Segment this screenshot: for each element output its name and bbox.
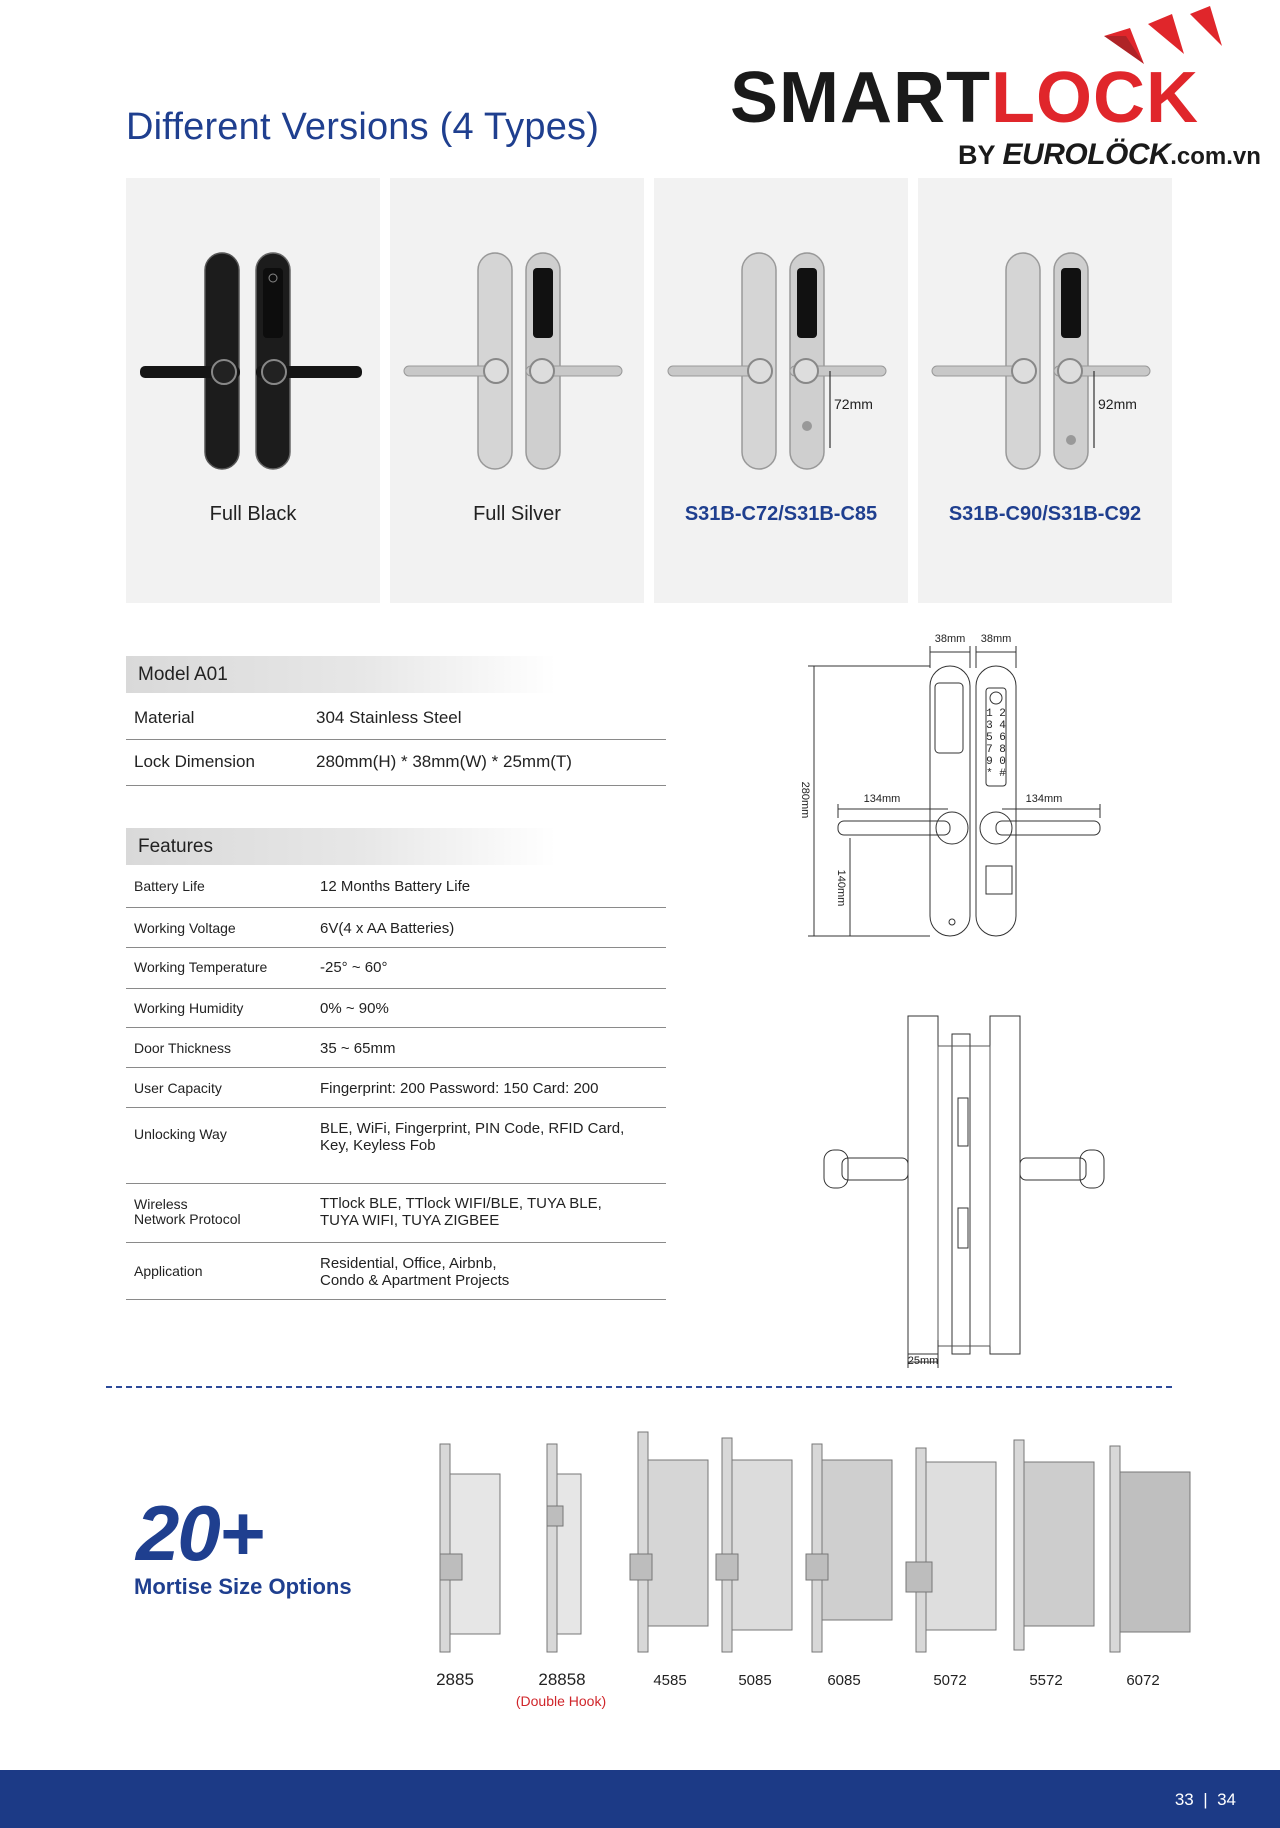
- version-label: S31B-C90/S31B-C92: [948, 503, 1142, 525]
- double-hook-note: (Double Hook): [515, 1693, 607, 1709]
- version-panel-full-black: [126, 178, 380, 603]
- logo-word-smart: SMART: [730, 58, 991, 138]
- row-key: Unlocking Way: [134, 1126, 227, 1142]
- dim-handle-left: 134mm: [863, 793, 901, 805]
- row-key-line1: Wireless: [134, 1196, 188, 1212]
- row-value: -25° ~ 60°: [320, 959, 388, 976]
- row-value-line1: BLE, WiFi, Fingerprint, PIN Code, RFID Card,: [320, 1120, 625, 1137]
- row-value: 12 Months Battery Life: [320, 878, 471, 895]
- keypad-row: 3 4: [986, 720, 1006, 732]
- table-row: [126, 1184, 666, 1243]
- version-label: Full Black: [209, 503, 297, 525]
- table-row: [126, 740, 666, 786]
- page-number: 33 | 34: [1174, 1790, 1236, 1809]
- version-label: S31B-C72/S31B-C85: [684, 503, 878, 525]
- dim-handle-right: 134mm: [1025, 793, 1063, 805]
- row-key: Material: [134, 708, 195, 727]
- row-value: 304 Stainless Steel: [316, 708, 462, 727]
- logo-by: BY: [958, 140, 996, 170]
- lock-c72-image: [654, 178, 908, 498]
- row-value-line1: Residential, Office, Airbnb,: [320, 1255, 497, 1272]
- lock-c90-image: [918, 178, 1172, 498]
- mortise-images: [420, 1430, 1180, 1660]
- page-left: 33: [1174, 1790, 1194, 1809]
- table-row: [126, 1068, 666, 1108]
- row-value-line2: TUYA WIFI, TUYA ZIGBEE: [320, 1212, 500, 1229]
- row-key: Application: [134, 1263, 203, 1279]
- row-key: Working Humidity: [134, 1000, 244, 1016]
- version-panel-c72: [654, 178, 908, 603]
- row-key: Working Voltage: [134, 920, 236, 936]
- version-panel-full-silver: [390, 178, 644, 603]
- lock-full-silver-image: [390, 178, 644, 498]
- keypad-row: 1 2: [986, 708, 1006, 720]
- row-value: Fingerprint: 200 Password: 150 Card: 200: [320, 1080, 599, 1097]
- mortise-code: 4585: [653, 1672, 687, 1689]
- mortise-code: 5085: [738, 1672, 772, 1689]
- row-value-line2: Condo & Apartment Projects: [320, 1272, 510, 1289]
- model-table-header: Model A01: [126, 656, 556, 693]
- row-value-line2: Key, Keyless Fob: [320, 1137, 436, 1154]
- mortise-code: 28858: [538, 1670, 586, 1689]
- footer-bar: [0, 1770, 1280, 1828]
- table-row: [126, 908, 666, 948]
- logo-domain: .com.vn: [1170, 143, 1261, 170]
- row-key: Battery Life: [134, 878, 205, 894]
- row-key: User Capacity: [134, 1080, 222, 1096]
- keypad-row: * #: [986, 768, 1006, 780]
- mortise-count: 20+: [136, 1489, 263, 1577]
- dim-thickness: 25mm: [907, 1355, 939, 1367]
- row-value: 6V(4 x AA Batteries): [320, 920, 455, 937]
- table-row: [126, 1243, 666, 1300]
- row-key-line2: Network Protocol: [134, 1211, 241, 1227]
- row-key: Door Thickness: [134, 1040, 232, 1056]
- table-row: [126, 1108, 666, 1184]
- logo-brand: EUROLÖCK: [1002, 138, 1171, 171]
- keypad-row: 5 6: [986, 732, 1006, 744]
- mortise-label: Mortise Size Options: [134, 1574, 352, 1599]
- lock-full-black-image: [126, 178, 380, 498]
- keypad-row: 9 0: [986, 756, 1006, 768]
- row-value: 0% ~ 90%: [320, 1000, 389, 1017]
- table-row: [126, 866, 666, 908]
- mortise-code: 2885: [436, 1670, 474, 1689]
- dim-height: 280mm: [799, 781, 811, 819]
- mortise-code: 5072: [933, 1672, 967, 1689]
- logo-wordmark: [730, 58, 1199, 138]
- dim-handle-height: 140mm: [835, 869, 847, 907]
- mortise-code: 6072: [1126, 1672, 1160, 1689]
- table-row: [126, 948, 666, 989]
- table-row: [126, 1028, 666, 1068]
- row-key: Lock Dimension: [134, 752, 255, 771]
- dashed-separator: [106, 1386, 1172, 1388]
- page-title: Different Versions (4 Types): [126, 106, 600, 148]
- mortise-code: 6085: [827, 1672, 861, 1689]
- features-table-header: Features: [126, 828, 556, 865]
- row-value-line1: TTlock BLE, TTlock WIFI/BLE, TUYA BLE,: [320, 1195, 602, 1212]
- table-row: [126, 696, 666, 740]
- dimension-label: 72mm: [834, 396, 873, 412]
- technical-drawing-image: [780, 628, 1140, 1367]
- mortise-code: 5572: [1029, 1672, 1063, 1689]
- dimension-label: 92mm: [1098, 396, 1137, 412]
- keypad-row: 7 8: [986, 744, 1006, 756]
- dim-width-right: 38mm: [980, 633, 1012, 645]
- row-value: 280mm(H) * 38mm(W) * 25mm(T): [316, 752, 572, 771]
- table-row: [126, 989, 666, 1028]
- version-label: Full Silver: [473, 503, 561, 525]
- dim-width-left: 38mm: [934, 633, 966, 645]
- row-value: 35 ~ 65mm: [320, 1040, 396, 1057]
- logo-word-lock: LOCK: [990, 58, 1199, 138]
- version-panel-c90: [918, 178, 1172, 603]
- logo-byline: [958, 138, 1261, 172]
- row-key: Working Temperature: [134, 959, 268, 975]
- page-right: 34: [1217, 1790, 1236, 1809]
